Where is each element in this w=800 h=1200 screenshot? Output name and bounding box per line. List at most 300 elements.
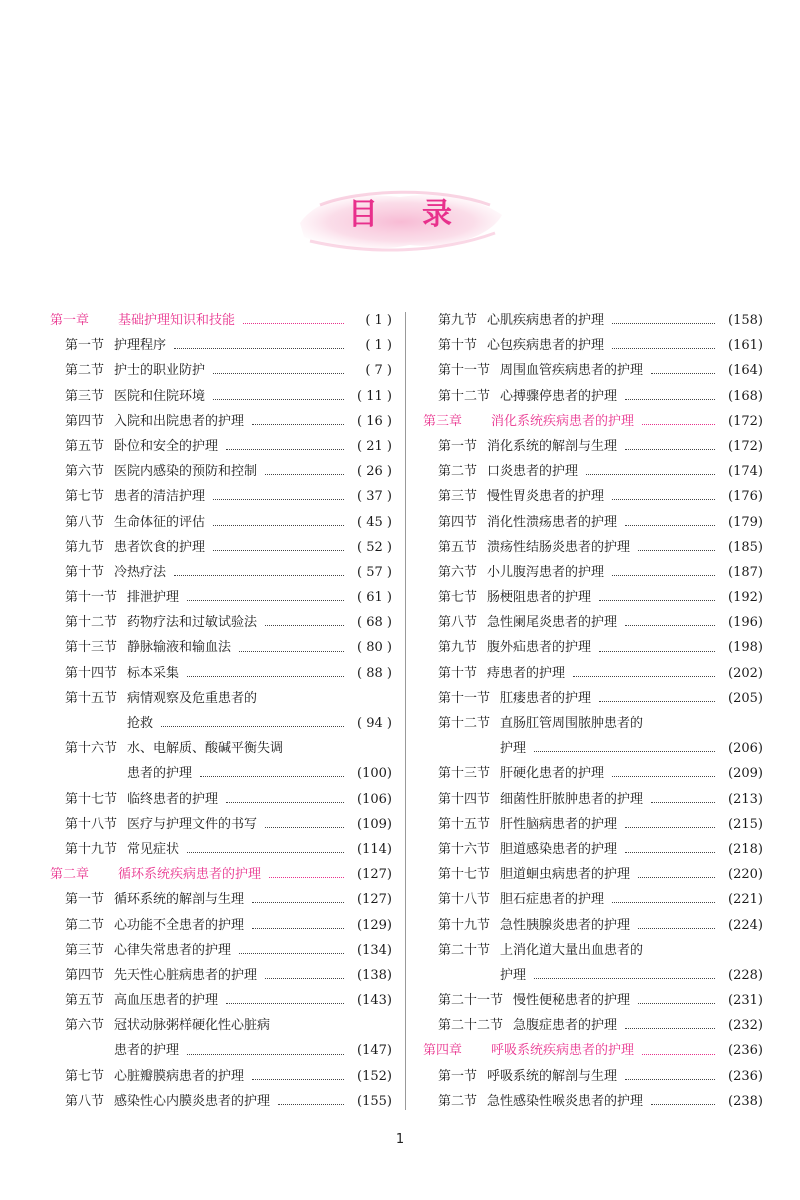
toc-entry-title: 基础护理知识和技能 [118,313,236,328]
toc-right-column [423,308,763,1114]
toc-entry-title: 痔患者的护理 [487,665,566,681]
toc-entry-title: 腹外疝患者的护理 [487,640,592,656]
toc-section-entry[interactable] [50,384,392,409]
dot-leader [642,1054,715,1055]
toc-page-number: ( 16 ) [357,413,392,429]
dot-leader [625,525,715,526]
dot-leader [226,449,344,450]
dot-leader [612,323,715,324]
toc-section-entry[interactable] [423,913,763,938]
toc-entry-number: 第十三节 [65,640,118,656]
toc-section-entry[interactable] [50,484,392,509]
toc-entry-title: 胆石症患者的护理 [500,892,605,908]
toc-entry-title: 患者的护理 [114,1043,180,1059]
dot-leader [174,575,344,576]
toc-entry-number: 第十一节 [438,690,491,706]
toc-entry-number: 第二节 [438,1093,478,1109]
dot-leader [239,953,344,954]
dot-leader [213,373,344,374]
toc-section-entry[interactable] [50,610,392,635]
toc-entry-title: 先天性心脏病患者的护理 [114,967,258,983]
toc-page-number: (224) [728,917,763,933]
toc-section-entry[interactable] [423,812,763,837]
dot-leader [612,348,715,349]
toc-entry-number: 第十七节 [65,791,118,807]
toc-section-entry[interactable] [423,761,763,786]
dot-leader [278,1104,344,1105]
toc-chapter-entry[interactable] [50,308,392,333]
toc-entry-number: 第四节 [65,967,105,983]
dot-leader [252,1079,344,1080]
dot-leader [638,1003,715,1004]
toc-page-number: (143) [357,993,392,1009]
toc-entry-title: 患者的护理 [127,766,193,782]
toc-section-entry[interactable] [423,938,763,963]
toc-page-number: (147) [357,1043,392,1059]
dot-leader [625,449,715,450]
toc-section-entry[interactable] [423,1089,763,1114]
toc-entry-title: 卧位和安全的护理 [114,438,219,454]
toc-entry-title: 胆道蛔虫病患者的护理 [500,867,631,883]
toc-entry-title: 消化性溃疡患者的护理 [487,514,618,530]
dot-leader [573,676,715,677]
toc-entry-number: 第九节 [438,640,478,656]
toc-entry-number: 第三章 [423,413,463,429]
toc-section-entry[interactable] [50,510,392,535]
dot-leader [638,550,715,551]
toc-entry-number: 第一节 [438,438,478,454]
dot-leader [534,751,715,752]
toc-page-number: (221) [728,892,763,908]
toc-entry-title: 患者的清洁护理 [114,489,206,505]
toc-section-entry[interactable] [423,1064,763,1089]
toc-entry-number: 第二节 [65,917,105,933]
toc-entry-number: 第六节 [65,464,105,480]
toc-page-number: (114) [357,841,392,857]
toc-page-number: ( 45 ) [357,514,392,530]
dot-leader [265,827,344,828]
toc-page-number: ( 21 ) [357,438,392,454]
toc-entry-title: 心律失常患者的护理 [114,942,232,958]
toc-entry-number: 第十九节 [438,917,491,933]
toc-entry-title: 排泄护理 [127,590,180,606]
toc-entry-number: 第三节 [438,489,478,505]
toc-section-entry[interactable] [50,812,392,837]
toc-entry-title: 常见症状 [127,841,180,857]
toc-section-entry[interactable] [423,1013,763,1038]
dot-leader [226,802,344,803]
toc-entry-number: 第九节 [438,313,478,328]
dot-leader [638,877,715,878]
toc-page-number: ( 7 ) [365,363,392,379]
toc-page-number: (158) [728,313,763,328]
toc-page-number: ( 61 ) [357,590,392,606]
toc-entry-title: 呼吸系统疾病患者的护理 [491,1043,635,1059]
toc-section-entry[interactable] [50,1013,392,1038]
toc-chapter-entry[interactable] [423,1038,763,1063]
toc-entry-number: 第十八节 [438,892,491,908]
toc-page-number: ( 57 ) [357,564,392,580]
toc-entry-number: 第十一节 [438,363,491,379]
toc-entry-number: 第五节 [65,438,105,454]
toc-entry-title: 高血压患者的护理 [114,993,219,1009]
toc-entry-number: 第二节 [438,464,478,480]
dot-leader [612,499,715,500]
toc-entry-title: 医院内感染的预防和控制 [114,464,258,480]
toc-entry-number: 第六节 [65,1018,105,1034]
toc-entry-number: 第十节 [438,338,478,354]
toc-section-entry[interactable] [50,535,392,560]
toc-entry-number: 第二节 [65,363,105,379]
toc-page-number: (209) [728,766,763,782]
toc-entry-title: 慢性胃炎患者的护理 [487,489,605,505]
page-number: 1 [395,1132,405,1147]
toc-section-entry[interactable] [423,635,763,660]
dot-leader [226,1003,344,1004]
dot-leader [239,651,344,652]
toc-entry-title: 药物疗法和过敏试验法 [127,615,258,631]
dot-leader [651,1104,715,1105]
dot-leader [252,928,344,929]
toc-entry-title: 患者饮食的护理 [114,539,206,555]
toc-section-entry[interactable] [423,862,763,887]
dot-leader [534,978,715,979]
toc-page-number: (134) [357,942,392,958]
toc-page-number: (164) [728,363,763,379]
toc-page-number: (213) [728,791,763,807]
toc-entry-title: 肠梗阻患者的护理 [487,590,592,606]
toc-section-entry[interactable] [50,409,392,434]
toc-section-entry[interactable] [50,963,392,988]
column-divider [405,312,406,1110]
toc-section-entry[interactable] [423,610,763,635]
dot-leader [625,827,715,828]
toc-entry-number: 第三节 [65,388,105,404]
toc-entry-title: 消化系统的解剖与生理 [487,438,618,454]
toc-page-number: (185) [728,539,763,555]
toc-entry-title: 护理 [500,741,527,757]
toc-section-entry[interactable] [423,459,763,484]
toc-entry-number: 第十五节 [438,816,491,832]
toc-section-entry[interactable] [50,333,392,358]
toc-section-entry[interactable] [50,761,392,786]
toc-entry-title: 临终患者的护理 [127,791,219,807]
toc-entry-number: 第十一节 [65,590,118,606]
toc-entry-title: 直肠肛管周围脓肿患者的 [500,716,644,731]
dot-leader [213,499,344,500]
toc-section-entry[interactable] [50,1038,392,1063]
dot-leader [187,852,344,853]
toc-section-entry[interactable] [423,535,763,560]
toc-section-entry[interactable] [423,384,763,409]
toc-section-entry[interactable] [50,988,392,1013]
toc-page-number: (218) [728,841,763,857]
toc-page-number: (127) [357,892,392,908]
toc-section-entry[interactable] [423,988,763,1013]
dot-leader [243,323,344,324]
toc-entry-title: 心脏瓣膜病患者的护理 [114,1068,245,1084]
toc-entry-number: 第十六节 [438,841,491,857]
toc-page-number: ( 37 ) [357,489,392,505]
toc-entry-title: 心肌疾病患者的护理 [487,313,605,328]
toc-page-number: (172) [728,413,763,429]
toc-section-entry[interactable] [50,913,392,938]
toc-entry-number: 第二十节 [438,942,491,958]
toc-entry-title: 肛瘘患者的护理 [500,690,592,706]
dot-leader [625,1028,715,1029]
page-title: 目录 [348,197,496,232]
toc-page-number: (138) [357,967,392,983]
toc-section-entry[interactable] [423,837,763,862]
dot-leader [625,1079,715,1080]
toc-entry-title: 病情观察及危重患者的 [127,690,258,706]
dot-leader [625,625,715,626]
toc-entry-number: 第十四节 [438,791,491,807]
dot-leader [213,525,344,526]
dot-leader [651,802,715,803]
toc-page-number: (228) [728,967,763,983]
toc-entry-title: 静脉输液和输血法 [127,640,232,656]
toc-entry-title: 小儿腹泻患者的护理 [487,564,605,580]
toc-section-entry[interactable] [50,837,392,862]
dot-leader [265,978,344,979]
dot-leader [265,474,344,475]
toc-entry-number: 第七节 [438,590,478,606]
toc-entry-number: 第八节 [65,514,105,530]
dot-leader [651,373,715,374]
toc-entry-number: 第十二节 [438,388,491,404]
toc-section-entry[interactable] [423,787,763,812]
toc-entry-number: 第十五节 [65,690,118,706]
toc-page-number: ( 88 ) [357,665,392,681]
toc-section-entry[interactable] [50,661,392,686]
toc-page-number: (176) [728,489,763,505]
toc-section-entry[interactable] [423,736,763,761]
dot-leader [174,348,344,349]
toc-section-entry[interactable] [50,787,392,812]
toc-section-entry[interactable] [50,736,392,761]
toc-page-number: (196) [728,615,763,631]
toc-section-entry[interactable] [423,560,763,585]
toc-entry-title: 溃疡性结肠炎患者的护理 [487,539,631,555]
toc-entry-number: 第十节 [438,665,478,681]
dot-leader [612,575,715,576]
toc-section-entry[interactable] [50,358,392,383]
toc-entry-number: 第四节 [438,514,478,530]
toc-page-number: (109) [357,816,392,832]
toc-page-number: (168) [728,388,763,404]
toc-section-entry[interactable] [50,686,392,711]
toc-entry-number: 第九节 [65,539,105,555]
toc-section-entry[interactable] [423,963,763,988]
toc-page-number: (220) [728,867,763,883]
toc-entry-title: 心搏骤停患者的护理 [500,388,618,404]
dot-leader [269,877,344,878]
toc-entry-title: 急性胰腺炎患者的护理 [500,917,631,933]
toc-section-entry[interactable] [50,459,392,484]
toc-page-number: ( 1 ) [365,313,392,328]
dot-leader [252,902,344,903]
toc-page-number: ( 26 ) [357,464,392,480]
toc-section-entry[interactable] [50,711,392,736]
toc-entry-title: 急性感染性喉炎患者的护理 [487,1093,644,1109]
toc-page-number: (129) [357,917,392,933]
toc-page-number: (206) [728,741,763,757]
toc-entry-title: 感染性心内膜炎患者的护理 [114,1093,271,1109]
dot-leader [187,676,344,677]
dot-leader [599,701,715,702]
toc-entry-title: 循环系统疾病患者的护理 [118,867,262,883]
toc-section-entry[interactable] [423,661,763,686]
toc-entry-number: 第十三节 [438,766,491,782]
toc-page-number: (192) [728,590,763,606]
dot-leader [612,902,715,903]
toc-section-entry[interactable] [423,585,763,610]
toc-section-entry[interactable] [50,560,392,585]
toc-entry-title: 护理程序 [114,338,167,354]
toc-page-number: ( 1 ) [365,338,392,354]
toc-entry-number: 第十二节 [65,615,118,631]
toc-section-entry[interactable] [50,887,392,912]
toc-header [0,175,800,265]
toc-entry-title: 呼吸系统的解剖与生理 [487,1068,618,1084]
toc-page-number: (155) [357,1093,392,1109]
toc-page-number: ( 94 ) [357,716,392,731]
toc-entry-number: 第十七节 [438,867,491,883]
toc-chapter-entry[interactable] [423,409,763,434]
toc-entry-number: 第五节 [65,993,105,1009]
toc-entry-number: 第七节 [65,489,105,505]
dot-leader [599,600,715,601]
toc-entry-title: 医疗与护理文件的书写 [127,816,258,832]
toc-page-number: (127) [357,867,392,883]
toc-entry-title: 标本采集 [127,665,180,681]
toc-section-entry[interactable] [50,434,392,459]
toc-entry-number: 第八节 [438,615,478,631]
toc-page-number: (215) [728,816,763,832]
toc-page-number: (152) [357,1068,392,1084]
toc-section-entry[interactable] [423,510,763,535]
toc-entry-title: 入院和出院患者的护理 [114,413,245,429]
toc-page-number: (179) [728,514,763,530]
toc-section-entry[interactable] [423,887,763,912]
toc-entry-title: 冠状动脉粥样硬化性心脏病 [114,1018,271,1034]
toc-entry-number: 第一节 [65,338,105,354]
toc-entry-title: 生命体征的评估 [114,514,206,530]
toc-page-number: (236) [728,1043,763,1059]
toc-entry-number: 第二十二节 [438,1018,504,1034]
toc-page-number: ( 52 ) [357,539,392,555]
toc-entry-title: 循环系统的解剖与生理 [114,892,245,908]
dot-leader [252,424,344,425]
toc-entry-title: 急性阑尾炎患者的护理 [487,615,618,631]
toc-section-entry[interactable] [50,585,392,610]
toc-entry-title: 慢性便秘患者的护理 [513,993,631,1009]
toc-entry-title: 护士的职业防护 [114,363,206,379]
toc-section-entry[interactable] [423,308,763,333]
toc-entry-title: 急腹症患者的护理 [513,1018,618,1034]
toc-entry-number: 第一节 [438,1068,478,1084]
toc-page-number: ( 80 ) [357,640,392,656]
dot-leader [213,550,344,551]
dot-leader [638,928,715,929]
toc-entry-number: 第四章 [423,1043,463,1059]
toc-entry-title: 护理 [500,967,527,983]
toc-entry-title: 肝硬化患者的护理 [500,766,605,782]
toc-section-entry[interactable] [423,686,763,711]
toc-entry-number: 第十节 [65,564,105,580]
dot-leader [200,776,344,777]
toc-entry-title: 水、电解质、酸碱平衡失调 [127,741,284,757]
toc-section-entry[interactable] [423,434,763,459]
toc-page-number: (205) [728,690,763,706]
toc-entry-number: 第一节 [65,892,105,908]
toc-page-number: (174) [728,464,763,480]
dot-leader [642,424,715,425]
toc-section-entry[interactable] [50,635,392,660]
toc-section-entry[interactable] [50,1089,392,1114]
toc-page-number: (202) [728,665,763,681]
toc-entry-number: 第七节 [65,1068,105,1084]
toc-page-number: ( 11 ) [357,388,392,404]
toc-entry-title: 胆道感染患者的护理 [500,841,618,857]
toc-entry-title: 周围血管疾病患者的护理 [500,363,644,379]
toc-page-number: (187) [728,564,763,580]
toc-page-number: (100) [357,766,392,782]
toc-entry-title: 肝性脑病患者的护理 [500,816,618,832]
toc-entry-title: 心包疾病患者的护理 [487,338,605,354]
toc-page-number: (198) [728,640,763,656]
toc-page-number: (236) [728,1068,763,1084]
toc-entry-number: 第十二节 [438,716,491,731]
toc-entry-number: 第四节 [65,413,105,429]
toc-entry-title: 上消化道大量出血患者的 [500,942,644,958]
toc-section-entry[interactable] [50,1064,392,1089]
toc-section-entry[interactable] [50,938,392,963]
toc-entry-title: 抢救 [127,716,154,731]
toc-page-number: ( 68 ) [357,615,392,631]
toc-entry-title: 冷热疗法 [114,564,167,580]
toc-entry-number: 第二章 [50,867,90,883]
toc-section-entry[interactable] [423,333,763,358]
toc-entry-number: 第一章 [50,313,90,328]
dot-leader [625,852,715,853]
toc-entry-number: 第三节 [65,942,105,958]
dot-leader [213,399,344,400]
toc-page-number: (106) [357,791,392,807]
toc-entry-number: 第十八节 [65,816,118,832]
toc-entry-title: 心功能不全患者的护理 [114,917,245,933]
toc-page-number: (232) [728,1018,763,1034]
toc-section-entry[interactable] [423,711,763,736]
dot-leader [161,726,344,727]
toc-entry-number: 第二十一节 [438,993,504,1009]
toc-entry-title: 口炎患者的护理 [487,464,579,480]
toc-chapter-entry[interactable] [50,862,392,887]
toc-section-entry[interactable] [423,484,763,509]
toc-entry-title: 消化系统疾病患者的护理 [491,413,635,429]
toc-entry-number: 第五节 [438,539,478,555]
dot-leader [612,776,715,777]
toc-entry-number: 第六节 [438,564,478,580]
toc-section-entry[interactable] [423,358,763,383]
dot-leader [187,600,344,601]
toc-entry-title: 医院和住院环境 [114,388,206,404]
dot-leader [187,1054,344,1055]
toc-entry-number: 第十九节 [65,841,118,857]
dot-leader [586,474,715,475]
toc-entry-number: 第十四节 [65,665,118,681]
